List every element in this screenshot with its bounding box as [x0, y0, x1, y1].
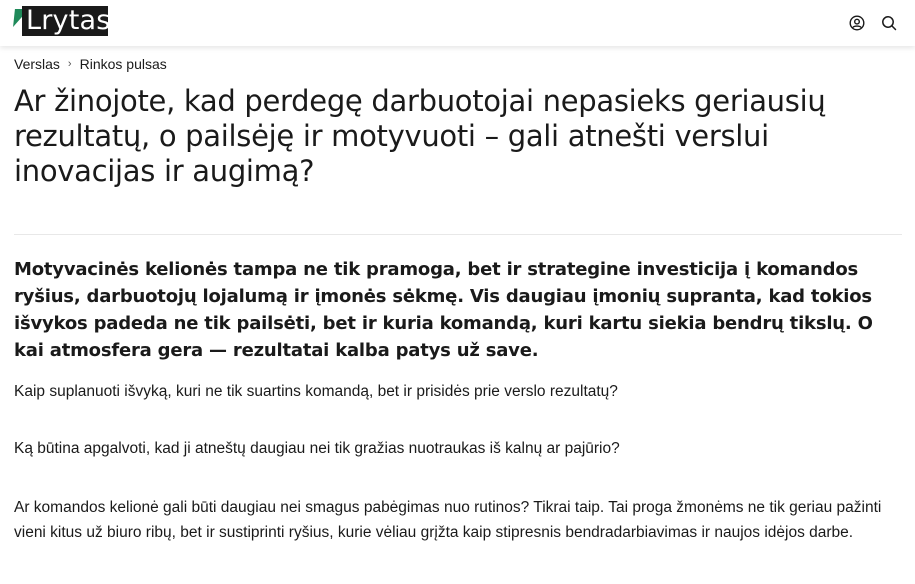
chevron-right-icon: ›	[67, 58, 72, 70]
article-paragraph: Kaip suplanuoti išvyką, kuri ne tik suartins komandą, bet ir prisidės prie verslo rezultatų?	[14, 383, 618, 400]
article-paragraph: Ką būtina apgalvoti, kad ji atneštų daugiau nei tik gražias nuotraukas iš kalnų ar pajūrio?	[14, 440, 620, 457]
breadcrumb-item-verslas[interactable]: Verslas	[14, 56, 60, 72]
header-actions	[847, 13, 899, 33]
article-title: Ar žinojote, kad perdegę darbuotojai nepasieks geriausių rezultatų, o pailsėję ir motyvuoti – gali atnešti verslui inovacijas ir augimą?	[14, 84, 826, 188]
article-paragraph: Ar komandos kelionė gali būti daugiau nei smagus pabėgimas nuo rutinos? Tikrai taip. Tai proga žmonėms ne tik geriau pažinti vieni kitus už biuro ribų, bet ir sustiprinti ryšius, kurie vėliau grįžta kaip stipresnis bendradarbiavimas ir naujos idėjos darbe.	[14, 499, 882, 541]
article-lead: Motyvacinės kelionės tampa ne tik pramoga, bet ir strategine investicija į komandos ryšius, darbuotojų lojalumą ir įmonės sėkmę. Vis daugiau įmonių supranta, kad tokios išvykos padeda ne tik pailsėti, bet ir kuria komandą, kuri kartu siekia bendrų tikslų. O kai atmosfera gera — rezultatai kalba patys už save.	[14, 259, 873, 361]
search-icon[interactable]	[879, 13, 899, 33]
top-navigation-bar	[0, 0, 915, 46]
breadcrumb-item-rinkos-pulsas[interactable]: Rinkos pulsas	[79, 56, 167, 72]
title-divider	[14, 234, 902, 235]
user-icon[interactable]	[847, 13, 867, 33]
breadcrumb	[14, 55, 167, 73]
site-logo[interactable]	[14, 6, 110, 40]
logo-text: Lrytas	[26, 5, 111, 36]
